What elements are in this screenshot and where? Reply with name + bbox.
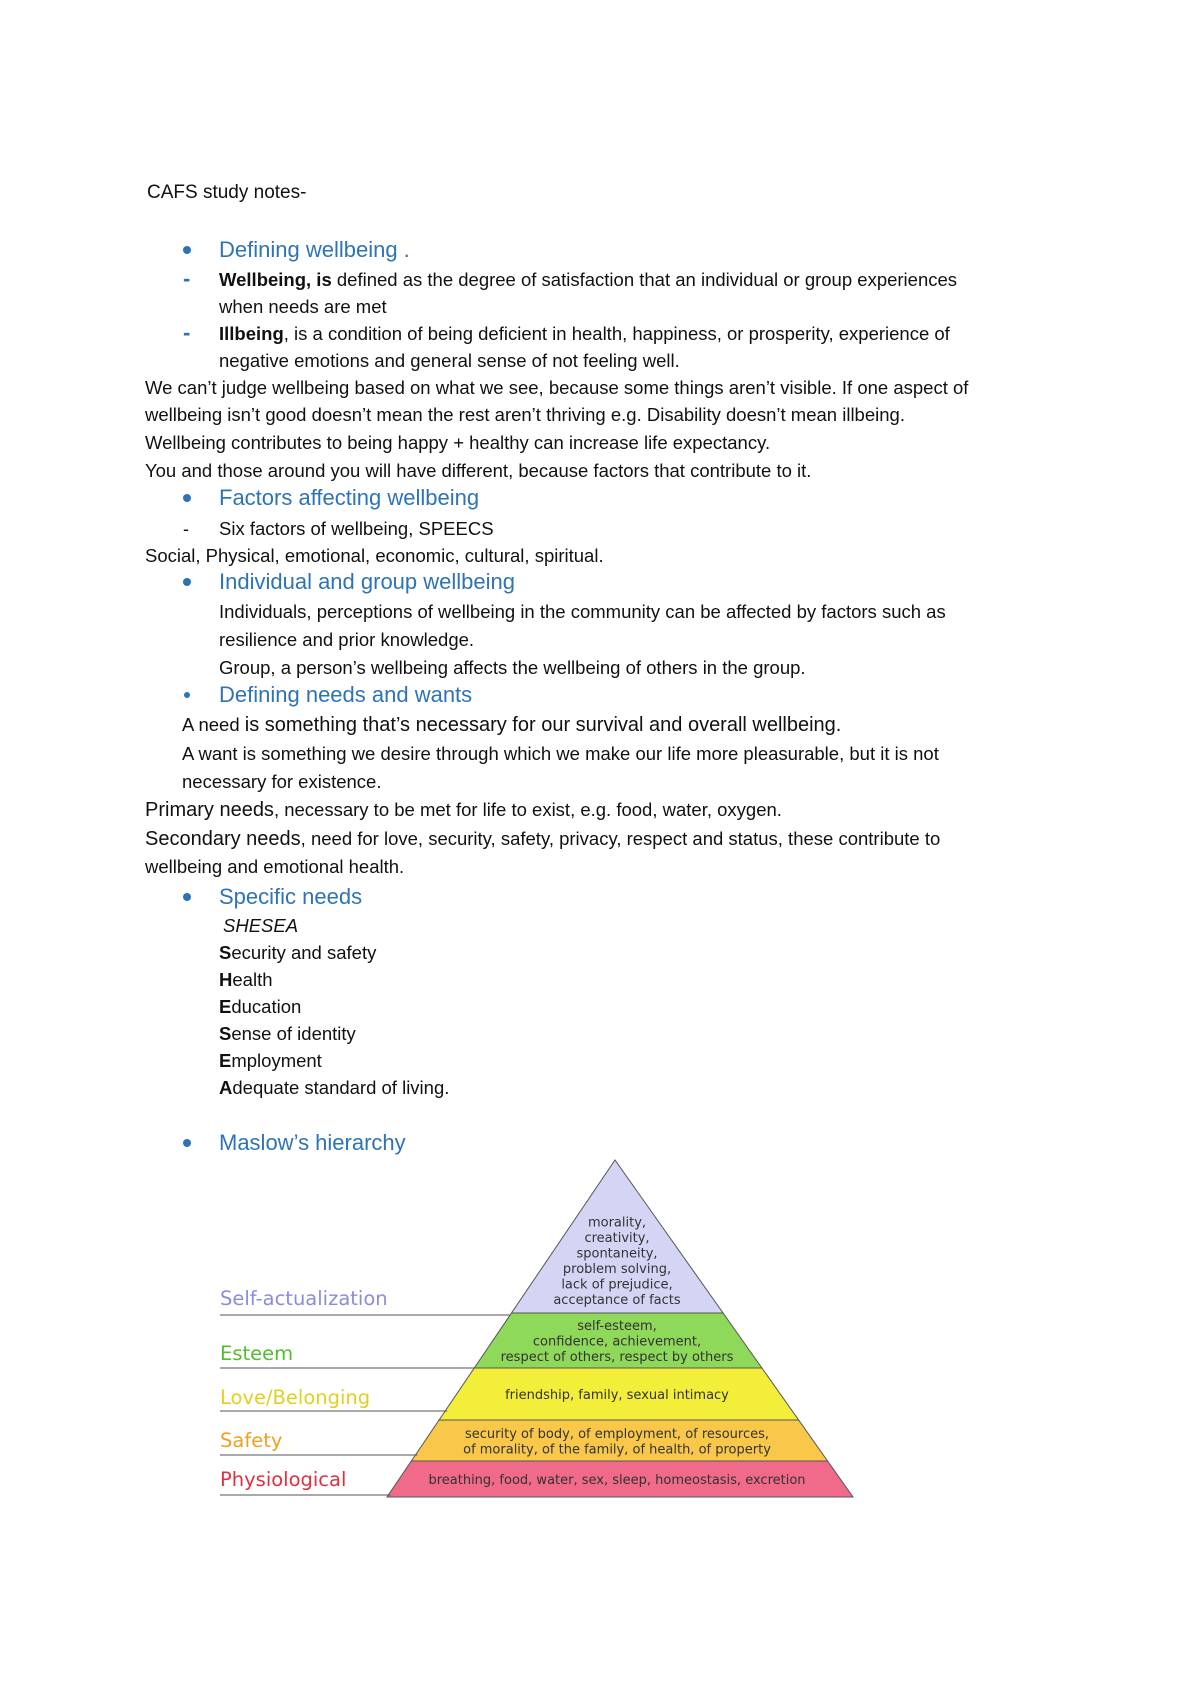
want-definition-cont: necessary for existence. <box>182 771 382 792</box>
paragraph-line: wellbeing isn’t good doesn’t mean the rest aren’t thriving e.g. Disability doesn’t mean illbeing. <box>145 404 905 425</box>
secondary-needs-cont: wellbeing and emotional health. <box>145 856 405 877</box>
shesea-item-letter: S <box>219 1023 232 1044</box>
heading-maslows-hierarchy: Maslow’s hierarchy <box>219 1130 406 1155</box>
pyramid-level-label: Physiological <box>220 1468 347 1491</box>
heading-needs-and-wants: Defining needs and wants <box>219 682 473 707</box>
pyramid-level-text: of morality, of the family, of health, of property <box>463 1442 771 1458</box>
shesea-item-letter: E <box>219 996 232 1017</box>
pyramid-level-label: Self-actualization <box>220 1287 388 1310</box>
shesea-item-letter: H <box>219 969 233 990</box>
shesea-item-text: ecurity and safety <box>231 942 377 963</box>
term-secondary-needs: Secondary needs <box>145 828 301 850</box>
speecs-factors: Social, Physical, emotional, economic, cultural, spiritual. <box>145 545 604 566</box>
shesea-item-letter: A <box>219 1077 233 1098</box>
paragraph-line: We can’t judge wellbeing based on what we see, because some things aren’t visible. If one aspect of <box>145 377 969 398</box>
illbeing-definition-cont: negative emotions and general sense of not feeling well. <box>219 350 680 371</box>
pyramid-level-text: problem solving, <box>562 1261 672 1277</box>
illbeing-definition-text: , is a condition of being deficient in health, happiness, or prosperity, experience of <box>283 323 950 344</box>
pyramid-level-text: security of body, of employment, of resources, <box>464 1426 770 1442</box>
paragraph-line: You and those around you will have different, because factors that contribute to it. <box>145 460 812 481</box>
pyramid-level-text: creativity, <box>584 1230 650 1246</box>
pyramid-level-text: confidence, achievement, <box>532 1334 702 1350</box>
term-primary-needs: Primary needs <box>145 799 274 821</box>
term-wellbeing: Wellbeing, is <box>219 269 332 290</box>
paragraph-line: Wellbeing contributes to being happy + healthy can increase life expectancy. <box>145 432 771 453</box>
pyramid-level-label: Esteem <box>220 1342 294 1365</box>
shesea-item-text: ealth <box>232 969 273 990</box>
heading-factors-affecting-wellbeing: Factors affecting wellbeing <box>219 485 480 510</box>
document-title: CAFS study notes- <box>147 182 307 203</box>
heading-specific-needs: Specific needs <box>219 884 363 909</box>
pyramid-level-text: acceptance of facts <box>553 1292 681 1308</box>
term-illbeing: Illbeing <box>219 323 284 344</box>
shesea-item-text: mployment <box>231 1050 322 1071</box>
shesea-item-text: ense of identity <box>231 1023 356 1044</box>
paragraph-line: resilience and prior knowledge. <box>219 629 475 650</box>
pyramid-level-label: Love/Belonging <box>220 1386 371 1409</box>
pyramid-level-label: Safety <box>220 1429 283 1452</box>
shesea-item-letter: E <box>219 1050 232 1071</box>
pyramid-level-text: respect of others, respect by others <box>500 1350 734 1365</box>
speecs-line: Six factors of wellbeing, SPEECS <box>219 518 494 539</box>
pyramid-level-text: morality, <box>587 1215 647 1231</box>
need-lead: A need <box>182 714 245 735</box>
pyramid-level-text: spontaneity, <box>576 1246 658 1262</box>
secondary-needs-text: , need for love, security, safety, privacy, respect and status, these contribute to <box>300 828 941 849</box>
primary-needs-text: , necessary to be met for life to exist, e.g. food, water, oxygen. <box>273 799 782 820</box>
wellbeing-definition-text: defined as the degree of satisfaction that an individual or group experiences <box>331 269 958 290</box>
dash-icon: - <box>183 519 189 539</box>
shesea-item-text: dequate standard of living. <box>232 1077 450 1098</box>
dash-icon: - <box>183 320 191 345</box>
paragraph-line: Group, a person’s wellbeing affects the wellbeing of others in the group. <box>219 657 806 678</box>
pyramid-level-text: lack of prejudice, <box>561 1277 673 1293</box>
need-rest: is something that’s necessary for our survival and overall wellbeing. <box>244 714 842 736</box>
shesea-item-text: ducation <box>231 996 302 1017</box>
shesea-item-letter: S <box>219 942 232 963</box>
paragraph-line: Individuals, perceptions of wellbeing in the community can be affected by factors such as <box>219 601 946 622</box>
pyramid-level-text: self-esteem, <box>577 1319 657 1334</box>
dash-icon: - <box>183 266 191 291</box>
pyramid-level-text: breathing, food, water, sex, sleep, homeostasis, excretion <box>428 1473 806 1488</box>
want-definition: A want is something we desire through which we make our life more pleasurable, but it is not <box>182 743 939 764</box>
shesea-acronym: SHESEA <box>223 915 299 936</box>
pyramid-level-text: friendship, family, sexual intimacy <box>505 1388 729 1403</box>
heading-individual-group-wellbeing: Individual and group wellbeing <box>219 569 515 594</box>
heading-defining-wellbeing: Defining wellbeing . <box>219 237 410 262</box>
wellbeing-definition-cont: when needs are met <box>219 296 387 317</box>
